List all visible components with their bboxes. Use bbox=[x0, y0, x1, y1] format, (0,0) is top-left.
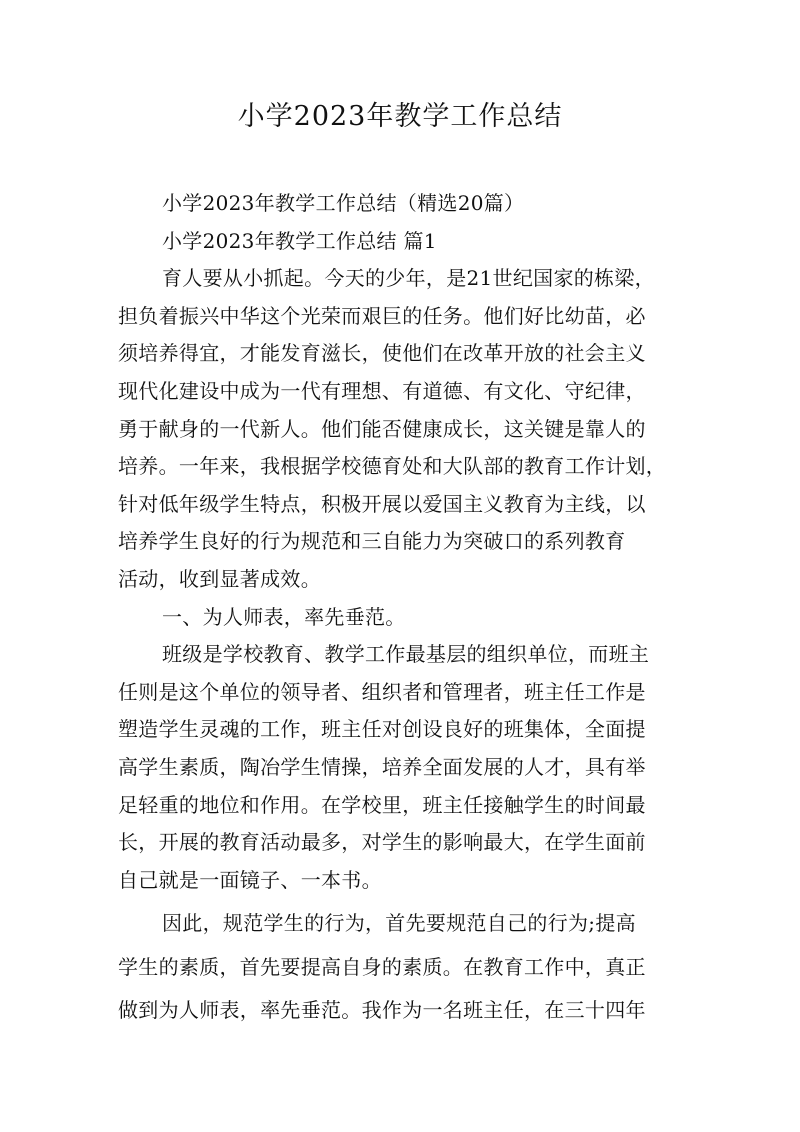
paragraph-line: 自己就是一面镜子、一本书。 bbox=[118, 867, 382, 892]
paragraph-line: 学生的素质，首先要提高自身的素质。在教育工作中，真正 bbox=[118, 954, 646, 979]
paragraph-line: 培养学生良好的行为规范和三自能力为突破口的系列教育 bbox=[118, 529, 626, 554]
paragraph-line: 班级是学校教育、教学工作最基层的组织单位，而班主 bbox=[162, 642, 650, 667]
paragraph-line: 现代化建设中成为一代有理想、有道德、有文化、守纪律， bbox=[118, 378, 646, 403]
document-body bbox=[118, 185, 688, 1030]
paragraph-line: 长，开展的教育活动最多，对学生的影响最大，在学生面前 bbox=[118, 830, 646, 855]
paragraph-line: 因此，规范学生的行为，首先要规范自己的行为;提高 bbox=[162, 911, 636, 936]
section-heading: 小学2023年教学工作总结 篇1 bbox=[162, 228, 437, 253]
paragraph-line: 担负着振兴中华这个光荣而艰巨的任务。他们好比幼苗，必 bbox=[118, 303, 646, 328]
paragraph-line: 做到为人师表，率先垂范。我作为一名班主任，在三十四年 bbox=[118, 998, 646, 1023]
paragraph-line: 育人要从小抓起。今天的少年，是21世纪国家的栋梁， bbox=[162, 266, 655, 291]
subtitle-line: 小学2023年教学工作总结（精选20篇） bbox=[162, 191, 525, 215]
document-title: 小学2023年教学工作总结 bbox=[237, 101, 563, 132]
paragraph-line: 须培养得宜，才能发育滋长，使他们在改革开放的社会主义 bbox=[118, 341, 646, 366]
paragraph-line: 任则是这个单位的领导者、组织者和管理者，班主任工作是 bbox=[118, 679, 646, 704]
paragraph-line: 足轻重的地位和作用。在学校里，班主任接触学生的时间最 bbox=[118, 792, 646, 817]
paragraph-line: 勇于献身的一代新人。他们能否健康成长，这关键是靠人的 bbox=[118, 416, 646, 441]
paragraph-line: 针对低年级学生特点，积极开展以爱国主义教育为主线，以 bbox=[118, 491, 646, 516]
paragraph-line: 塑造学生灵魂的工作，班主任对创设良好的班集体，全面提 bbox=[118, 717, 646, 742]
paragraph-line: 高学生素质，陶冶学生情操，培养全面发展的人才，具有举 bbox=[118, 754, 646, 779]
paragraph-line: 培养。一年来，我根据学校德育处和大队部的教育工作计划， bbox=[118, 454, 667, 479]
paragraph-line: 活动，收到显著成效。 bbox=[118, 566, 321, 591]
section-heading: 一、为人师表，率先垂范。 bbox=[162, 604, 406, 629]
